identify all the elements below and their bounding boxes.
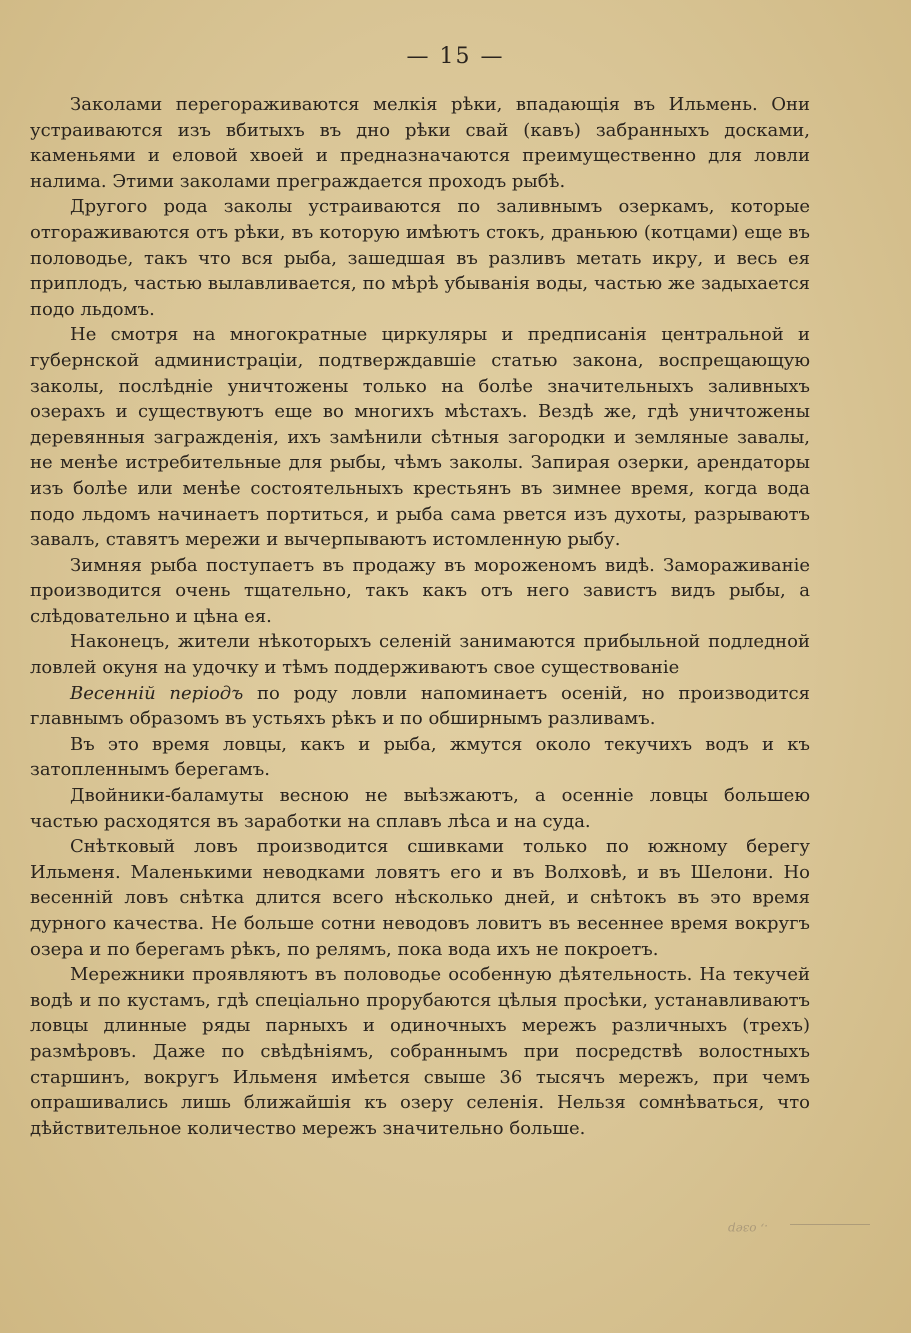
margin-pencil-note: ., озер xyxy=(728,1222,768,1236)
paragraph-5-text: Наконецъ, жители нѣкоторыхъ селеній занимаются прибыльной подледной ловлей окуня на удочку и тѣмъ поддерживаютъ свое существованіе xyxy=(30,631,810,679)
margin-pencil-line xyxy=(790,1224,870,1225)
paragraph-1-text: Заколами перегораживаются мелкія рѣки, впадающія въ Ильмень. Они устраиваются изъ вбитыхъ въ дно рѣки свай (кавъ) забранныхъ досками, каменьями и еловой хвоей и предназначаются преимущественно для ловли налима. Этими заколами преграждается проходъ рыбѣ. xyxy=(30,94,810,192)
paragraph-10 xyxy=(30,962,810,1141)
paragraph-7-text: Въ это время ловцы, какъ и рыба, жмутся около текучихъ водъ и къ затопленнымъ берегамъ. xyxy=(30,733,810,781)
paragraph-8 xyxy=(30,783,810,834)
paragraph-2 xyxy=(30,194,810,322)
paragraph-4-text: Зимняя рыба поступаетъ въ продажу въ мороженомъ видѣ. Замораживаніе производится очень тщательно, такъ какъ отъ него завистъ видъ рыбы, а слѣдовательно и цѣна ея. xyxy=(30,554,810,627)
paragraph-6-italic-lead: Весенній періодъ xyxy=(70,682,244,704)
paragraph-4 xyxy=(30,553,810,630)
paragraph-5 xyxy=(30,629,810,680)
paragraph-6-text: по роду ловли напоминаетъ осеній, но производится главнымъ образомъ въ устьяхъ рѣкъ и по обширнымъ разливамъ. xyxy=(30,682,810,730)
page-number: — 15 — xyxy=(406,44,505,69)
body-text xyxy=(30,92,810,1141)
paragraph-1 xyxy=(30,92,810,194)
paragraph-6 xyxy=(30,681,810,732)
paragraph-3-text: Не смотря на многократные циркуляры и предписанія центральной и губернской администраціи, подтверждавшіе статью закона, воспрещающую заколы, послѣдніе уничтожены только на болѣе значительныхъ заливныхъ озерахъ и существуютъ еще во многихъ мѣстахъ. Вездѣ же, гдѣ уничтожены деревянныя загражденія, ихъ замѣнили сѣтныя загородки и земляные завалы, не менѣе истребительные для рыбы, чѣмъ заколы. Запирая озерки, арендаторы изъ болѣе или менѣе состоятельныхъ крестьянъ въ зимнее время, когда вода подо льдомъ начинаетъ портиться, и рыба сама рвется изъ духоты, разрываютъ завалъ, ставятъ мережи и вычерпываютъ истомленную рыбу. xyxy=(30,324,810,551)
paragraph-10-text: Мережники проявляютъ въ половодье особенную дѣятельность. На текучей водѣ и по кустамъ, гдѣ спеціально прорубаются цѣлыя просѣки, устанавливаютъ ловцы длинные ряды парныхъ и одиночныхъ мережъ различныхъ (трехъ) размѣровъ. Даже по свѣдѣніямъ, собраннымъ при посредствѣ волостныхъ старшинъ, вокругъ Ильменя имѣется свыше 36 тысячъ мережъ, при чемъ опрашивались лишь ближайшія къ озеру селенія. Нельзя сомнѣваться, что дѣйствительное количество мережъ значительно больше. xyxy=(30,964,810,1139)
paragraph-3 xyxy=(30,322,810,552)
paragraph-2-text: Другого рода заколы устраиваются по заливнымъ озеркамъ, которые отгораживаются отъ рѣки, въ которую имѣютъ стокъ, драньюю (котцами) еще въ половодье, такъ что вся рыба, зашедшая въ разливъ метать икру, и весь ея приплодъ, частью вылавливается, по мѣрѣ убыванія воды, частью же задыхается подо льдомъ. xyxy=(30,196,810,320)
paragraph-9-text: Снѣтковый ловъ производится сшивками только по южному берегу Ильменя. Маленькими неводками ловятъ его и въ Волховѣ, и въ Шелони. Но весенній ловъ снѣтка длится всего нѣсколько дней, и снѣтокъ въ это время дурного качества. Не больше сотни неводовъ ловитъ въ весеннее время вокругъ озера и по берегамъ рѣкъ, по релямъ, пока вода ихъ не покроетъ. xyxy=(30,836,810,960)
paragraph-9 xyxy=(30,834,810,962)
paragraph-8-text: Двойники-баламуты весною не выѣзжаютъ, а осенніе ловцы большею частью расходятся въ заработки на сплавъ лѣса и на суда. xyxy=(30,785,810,832)
paragraph-7 xyxy=(30,732,810,783)
